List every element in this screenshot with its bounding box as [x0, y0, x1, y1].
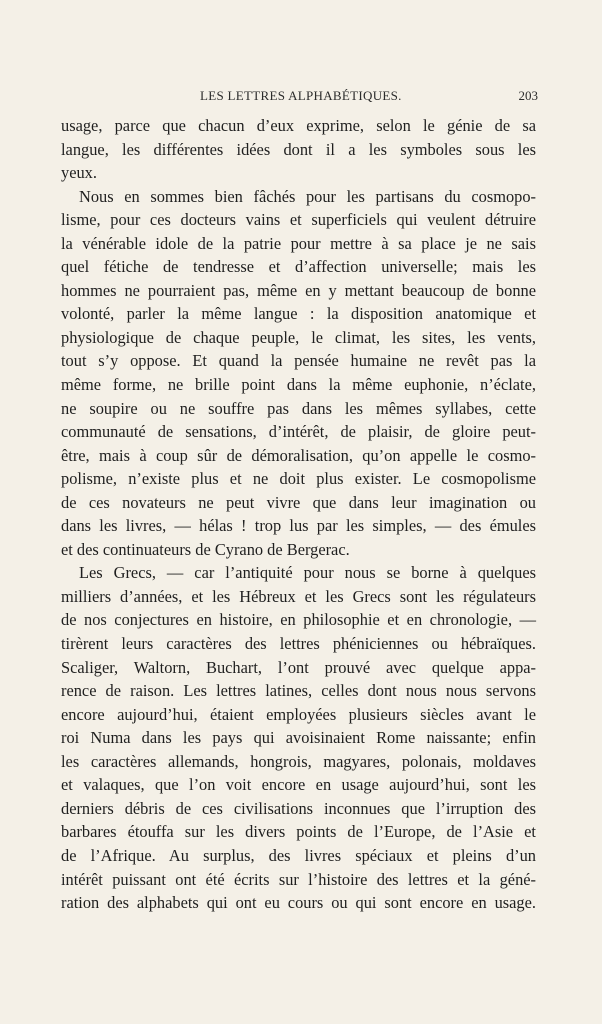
text-line: roi Numa dans les pays qui avoisinaient Rome naissante; enfin	[61, 728, 536, 748]
text-line: volonté, parler la même langue : la disposition anatomique et	[61, 304, 536, 324]
text-line: de ces novateurs ne peut vivre que dans leur imagination ou	[61, 492, 536, 512]
text-line: lisme, pour ces docteurs vains et superficiels qui veulent détruire	[61, 210, 536, 230]
text-line: Les Grecs, — car l’antiquité pour nous se borne à quelques	[79, 563, 536, 583]
text-line: polisme, n’existe plus et ne doit plus exister. Le cosmopolisme	[61, 469, 536, 489]
text-line: physiologique de chaque peuple, le climat, les sites, les vents,	[61, 327, 536, 347]
text-line: Scaliger, Waltorn, Buchart, l’ont prouvé avec quelque appa-	[61, 657, 536, 677]
text-line: être, mais à coup sûr de démoralisation, qu’on appelle le cosmo-	[61, 445, 536, 465]
text-line: de nos conjectures en histoire, en philosophie et en chronologie, —	[61, 610, 536, 630]
text-line: tout s’y oppose. Et quand la pensée humaine ne revêt pas la	[61, 351, 536, 371]
text-line: encore aujourd’hui, étaient employées plusieurs siècles avant le	[61, 704, 536, 724]
text-line: yeux.	[61, 163, 97, 183]
text-line: derniers débris de ces civilisations inconnues que l’irruption des	[61, 798, 536, 818]
text-line: et des continuateurs de Cyrano de Bergerac.	[61, 539, 350, 559]
text-line: quel fétiche de tendresse et d’affection universelle; mais les	[61, 257, 536, 277]
text-line: même forme, ne brille point dans la même euphonie, n’éclate,	[61, 375, 536, 395]
running-title: LES LETTRES ALPHABÉTIQUES.	[200, 88, 402, 103]
text-line: dans les livres, — hélas ! trop lus par les simples, — des émules	[61, 516, 536, 536]
text-line: hommes ne pourraient pas, même en y mettant beaucoup de bonne	[61, 280, 536, 300]
page-number: 203	[518, 88, 538, 103]
text-line: barbares étouffa sur les divers points de l’Europe, de l’Asie et	[61, 822, 536, 842]
text-line: langue, les différentes idées dont il a les symboles sous les	[61, 139, 536, 159]
text-line: la vénérable idole de la patrie pour mettre à sa place je ne sais	[61, 233, 536, 253]
text-line: intérêt puissant ont été écrits sur l’histoire des lettres et la géné-	[61, 869, 536, 889]
body-text	[61, 114, 536, 915]
text-line: usage, parce que chacun d’eux exprime, selon le génie de sa	[61, 116, 536, 135]
text-line: tirèrent leurs caractères des lettres phéniciennes ou hébraïques.	[61, 634, 536, 654]
text-line: milliers d’années, et les Hébreux et les Grecs sont les régulateurs	[61, 586, 536, 606]
text-line: ration des alphabets qui ont eu cours ou qui sont encore en usage.	[61, 893, 536, 913]
text-line: communauté de sensations, d’intérêt, de plaisir, de gloire peut-	[61, 422, 536, 442]
text-line: de l’Afrique. Au surplus, des livres spéciaux et pleins d’un	[61, 845, 536, 865]
text-line: les caractères allemands, hongrois, magyares, polonais, moldaves	[61, 751, 536, 771]
text-line: Nous en sommes bien fâchés pour les partisans du cosmopo-	[79, 186, 536, 206]
text-line: et valaques, que l’on voit encore en usage aujourd’hui, sont les	[61, 775, 536, 795]
text-line: ne soupire ou ne souffre pas dans les mêmes syllabes, cette	[61, 398, 536, 418]
text-line: rence de raison. Les lettres latines, celles dont nous nous servons	[61, 681, 536, 701]
running-head	[96, 88, 538, 106]
